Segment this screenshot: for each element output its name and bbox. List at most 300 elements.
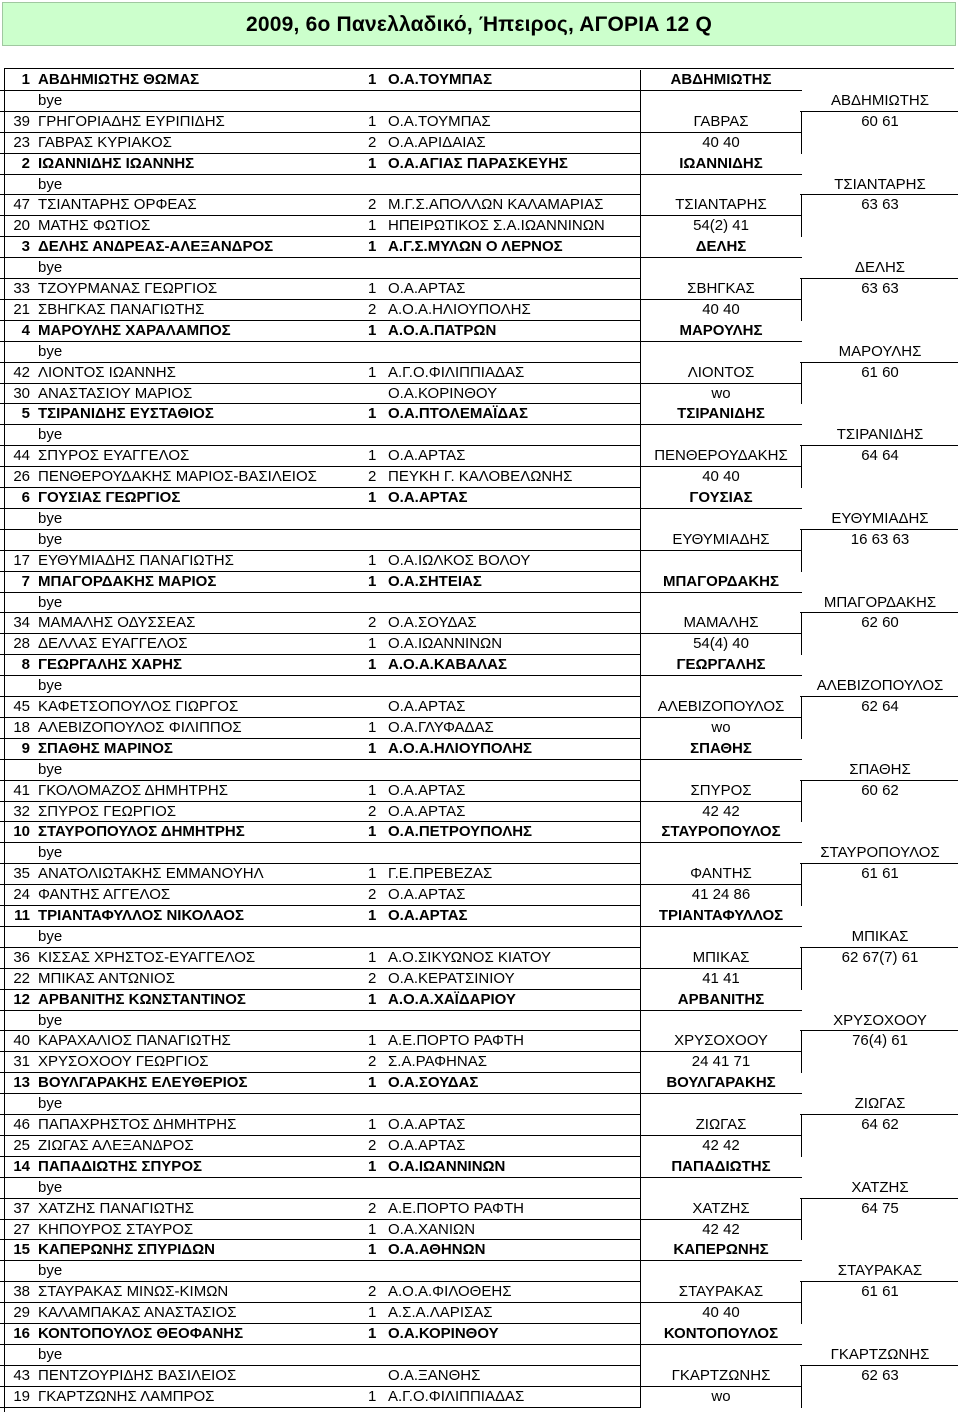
draw-row xyxy=(0,446,960,467)
player-name: ΓΟΥΣΙΑΣ ΓΕΩΡΓΙΟΣ xyxy=(38,489,181,506)
round1-result: ΣΠΥΡΟΣ xyxy=(690,781,752,799)
draw-row xyxy=(0,530,960,551)
club-name: Α.Ο.Α.ΚΑΒΑΛΑΣ xyxy=(388,656,508,674)
club-name: Μ.Γ.Σ.ΑΠΟΛΛΩΝ ΚΑΛΑΜΑΡΙΑΣ xyxy=(388,196,604,214)
draw-slot: 2 xyxy=(368,300,377,318)
seed-number: 3 xyxy=(21,238,30,256)
player-name: bye xyxy=(38,1262,63,1280)
draw-row xyxy=(0,613,960,634)
club-name: Α.Ο.Α.ΧΑΪΔΑΡΙΟΥ xyxy=(388,990,516,1008)
round1-result: 41 24 86 xyxy=(691,886,751,904)
bracket-connector xyxy=(801,530,802,572)
player-name: ΑΡΒΑΝΙΤΗΣ ΚΩΝΣΤΑΝΤΙΝΟΣ xyxy=(38,990,246,1008)
draw-row xyxy=(0,676,960,697)
seed-number: 28 xyxy=(13,635,30,653)
player-name: bye xyxy=(38,509,63,527)
club-name: Ο.Α.ΑΡΤΑΣ xyxy=(388,781,466,799)
draw-row xyxy=(0,1073,960,1094)
player-name: ΓΕΩΡΓΑΛΗΣ ΧΑΡΗΣ xyxy=(38,656,182,674)
draw-row xyxy=(0,363,960,384)
round1-result: ΑΒΔΗΜΙΩΤΗΣ xyxy=(670,71,772,88)
player-name: ΛΙΟΝΤΟΣ ΙΩΑΝΝΗΣ xyxy=(38,363,176,381)
draw-slot: 1 xyxy=(368,948,377,966)
club-name: Ο.Α.ΑΡΤΑΣ xyxy=(388,802,466,820)
club-name: Ο.Α.ΚΟΡΙΝΘΟΥ xyxy=(388,384,498,402)
bracket-connector xyxy=(801,1031,802,1073)
seed-number: 8 xyxy=(21,656,30,674)
bracket-connector xyxy=(801,195,802,237)
bracket-connector xyxy=(640,1324,641,1408)
round2-result: ΧΑΤΖΗΣ xyxy=(851,1178,909,1196)
round2-result: ΤΣΙΑΝΤΑΡΗΣ xyxy=(834,175,926,193)
round1-result: ΑΡΒΑΝΙΤΗΣ xyxy=(677,990,765,1008)
player-name: ΑΛΕΒΙΖΟΠΟΥΛΟΣ ΦΙΛΙΠΠΟΣ xyxy=(38,718,242,736)
player-name: bye xyxy=(38,844,63,862)
round2-result: ΣΤΑΥΡΟΠΟΥΛΟΣ xyxy=(820,844,940,862)
bracket-connector xyxy=(640,237,641,321)
round1-result: ΜΠΙΚΑΣ xyxy=(692,948,750,966)
player-name: ΔΕΛΗΣ ΑΝΔΡΕΑΣ-ΑΛΕΞΑΝΔΡΟΣ xyxy=(38,238,274,256)
player-name: ΠΕΝΤΖΟΥΡΙΔΗΣ ΒΑΣΙΛΕΙΟΣ xyxy=(38,1366,237,1384)
draw-slot: 1 xyxy=(368,990,377,1008)
round2-result: 60 62 xyxy=(861,781,899,799)
round1-result: wo xyxy=(711,1387,731,1405)
club-name: Ο.Α.ΤΟΥΜΠΑΣ xyxy=(388,71,493,88)
club-name: ΗΠΕΙΡΩΤΙΚΟΣ Σ.Α.ΙΩΑΝΝΙΝΩΝ xyxy=(388,217,605,235)
draw-slot: 2 xyxy=(368,196,377,214)
seed-number: 35 xyxy=(13,865,30,883)
draw-slot: 1 xyxy=(368,71,377,88)
player-name: ΑΒΔΗΜΙΩΤΗΣ ΘΩΜΑΣ xyxy=(38,71,200,88)
club-name: Ο.Α.ΑΡΙΔΑΙΑΣ xyxy=(388,133,486,151)
round2-result: ΧΡΥΣΟΧΟΟΥ xyxy=(833,1011,927,1029)
draw-row xyxy=(0,1094,960,1115)
seed-number: 29 xyxy=(13,1304,30,1322)
draw-row xyxy=(0,802,960,823)
seed-number: 23 xyxy=(13,133,30,151)
club-name: Ο.Α.ΑΡΤΑΣ xyxy=(388,280,466,297)
player-name: ΧΡΥΣΟΧΟΟΥ ΓΕΩΡΓΙΟΣ xyxy=(38,1053,209,1071)
bracket-connector xyxy=(640,404,641,488)
draw-row xyxy=(0,885,960,906)
player-name: ΓΡΗΓΟΡΙΑΔΗΣ ΕΥΡΙΠΙΔΗΣ xyxy=(38,112,225,130)
round1-result: ΖΙΩΓΑΣ xyxy=(695,1116,747,1133)
round2-result: ΣΠΑΘΗΣ xyxy=(849,760,911,778)
draw-row xyxy=(0,1052,960,1073)
club-name: Α.Ο.ΣΙΚΥΩΝΟΣ ΚΙΑΤΟΥ xyxy=(388,948,552,966)
player-name: bye xyxy=(38,1095,63,1113)
draw-slot: 1 xyxy=(368,1325,377,1342)
player-name: ΚΑΦΕΤΣΟΠΟΥΛΟΣ ΓΙΩΡΓΟΣ xyxy=(38,698,239,715)
draw-row xyxy=(0,1178,960,1199)
club-name: Ο.Α.ΙΩΑΝΝΙΝΩΝ xyxy=(388,1157,506,1175)
seed-number: 9 xyxy=(21,739,30,757)
player-name: bye xyxy=(38,91,63,109)
draw-slot: 1 xyxy=(368,489,377,506)
seed-number: 42 xyxy=(13,363,30,381)
round1-result: ΚΑΠΕΡΩΝΗΣ xyxy=(673,1241,769,1259)
seed-number: 45 xyxy=(13,698,30,715)
draw-slot: 1 xyxy=(368,907,377,924)
player-name: ΚΑΠΕΡΩΝΗΣ ΣΠΥΡΙΔΩΝ xyxy=(38,1241,216,1259)
club-name: Ο.Α.ΣΟΥΔΑΣ xyxy=(388,1074,479,1092)
player-name: ΤΡΙΑΝΤΑΦΥΛΛΟΣ ΝΙΚΟΛΑΟΣ xyxy=(38,907,244,924)
round2-result: ΔΕΛΗΣ xyxy=(854,259,906,277)
round2-result: 61 61 xyxy=(861,1283,899,1301)
player-name: ΚΑΛΑΜΠΑΚΑΣ ΑΝΑΣΤΑΣΙΟΣ xyxy=(38,1304,237,1322)
round1-result: 40 40 xyxy=(702,468,740,486)
club-name: Ο.Α.ΚΟΡΙΝΘΟΥ xyxy=(388,1325,499,1342)
draw-row xyxy=(0,488,960,509)
draw-row xyxy=(0,70,960,91)
seed-number: 26 xyxy=(13,468,30,486)
draw-slot: 1 xyxy=(368,823,377,841)
bracket-connector xyxy=(640,990,641,1074)
player-name: ΓΚΟΛΟΜΑΖΟΣ ΔΗΜΗΤΡΗΣ xyxy=(38,781,228,799)
draw-row xyxy=(0,300,960,321)
seed-number: 34 xyxy=(13,614,30,632)
club-name: Ο.Α.ΙΩΛΚΟΣ ΒΟΛΟΥ xyxy=(388,551,531,569)
draw-slot: 2 xyxy=(368,468,377,486)
draw-row xyxy=(0,1031,960,1052)
round1-result: 54(4) 40 xyxy=(693,635,749,653)
club-name: Α.Γ.Ο.ΦΙΛΙΠΠΙΑΔΑΣ xyxy=(388,1387,525,1405)
round1-result: ΣΤΑΥΡΑΚΑΣ xyxy=(678,1283,764,1301)
draw-slot: 1 xyxy=(368,865,377,883)
draw-row xyxy=(0,781,960,802)
player-name: ΤΣΙΑΝΤΑΡΗΣ ΟΡΦΕΑΣ xyxy=(38,196,197,214)
round2-result: ΖΙΩΓΑΣ xyxy=(854,1095,906,1113)
seed-number: 15 xyxy=(13,1241,30,1259)
club-name: Α.Ο.Α.ΗΛΙΟΥΠΟΛΗΣ xyxy=(388,300,531,318)
draw-row xyxy=(0,1011,960,1032)
club-name: Ο.Α.ΣΟΥΔΑΣ xyxy=(388,614,477,632)
player-name: bye xyxy=(38,677,63,695)
draw-slot: 2 xyxy=(368,802,377,820)
draw-slot: 1 xyxy=(368,1387,377,1405)
draw-row xyxy=(0,1324,960,1345)
draw-slot: 1 xyxy=(368,217,377,235)
bracket-connector xyxy=(801,1199,802,1241)
round2-result: 76(4) 61 xyxy=(852,1032,908,1050)
bracket-connector xyxy=(801,1115,802,1157)
draw-slot: 1 xyxy=(368,154,377,172)
draw-row xyxy=(0,1261,960,1282)
seed-number: 11 xyxy=(14,907,30,924)
club-name: Α.Ε.ΠΟΡΤΟ ΡΑΦΤΗ xyxy=(388,1032,525,1050)
seed-number: 39 xyxy=(13,112,30,130)
draw-slot: 1 xyxy=(368,405,377,423)
club-name: Α.Γ.Σ.ΜΥΛΩΝ Ο ΛΕΡΝΟΣ xyxy=(388,238,563,256)
player-name: bye xyxy=(38,760,63,778)
seed-number: 6 xyxy=(21,489,30,506)
seed-number: 17 xyxy=(13,551,30,569)
player-name: ΜΑΜΑΛΗΣ ΟΔΥΣΣΕΑΣ xyxy=(38,614,196,632)
round2-result: 64 62 xyxy=(861,1116,899,1133)
bracket-connector xyxy=(640,1240,641,1324)
bracket-connector xyxy=(640,154,641,238)
draw-slot: 1 xyxy=(368,238,377,256)
seed-number: 27 xyxy=(13,1220,30,1238)
player-name: ΜΠΑΓΟΡΔΑΚΗΣ ΜΑΡΙΟΣ xyxy=(38,572,217,590)
round2-result: 64 75 xyxy=(861,1199,899,1217)
draw-slot: 2 xyxy=(368,1283,377,1301)
round1-result: ΧΡΥΣΟΧΟΟΥ xyxy=(674,1032,768,1050)
player-name: bye xyxy=(38,530,63,548)
draw-slot: 2 xyxy=(368,886,377,904)
draw-row xyxy=(0,342,960,363)
draw-slot: 1 xyxy=(368,1157,377,1175)
draw-row xyxy=(0,1157,960,1178)
player-name: ΚΟΝΤΟΠΟΥΛΟΣ ΘΕΟΦΑΝΗΣ xyxy=(38,1325,244,1342)
round1-result: 40 40 xyxy=(702,1304,740,1322)
club-name: Γ.Ε.ΠΡΕΒΕΖΑΣ xyxy=(388,865,493,883)
round1-result: 40 40 xyxy=(702,300,740,318)
draw-row xyxy=(0,1240,960,1261)
player-name: ΑΝΑΤΟΛΙΩΤΑΚΗΣ ΕΜΜΑΝΟΥΗΛ xyxy=(38,865,264,883)
seed-number: 44 xyxy=(13,447,30,465)
seed-number: 7 xyxy=(21,572,30,590)
draw-slot: 1 xyxy=(368,718,377,736)
draw-slot: 2 xyxy=(368,969,377,987)
round1-result: ΣΤΑΥΡΟΠΟΥΛΟΣ xyxy=(661,823,781,841)
draw-row xyxy=(0,237,960,258)
draw-row xyxy=(0,551,960,572)
draw-slot: 1 xyxy=(368,635,377,653)
player-name: ΜΠΙΚΑΣ ΑΝΤΩΝΙΟΣ xyxy=(38,969,175,987)
seed-number: 30 xyxy=(13,384,30,402)
club-name: Ο.Α.ΧΑΝΙΩΝ xyxy=(388,1220,476,1238)
draw-slot: 1 xyxy=(368,1116,377,1133)
round2-result: 63 63 xyxy=(861,196,899,214)
draw-row xyxy=(0,404,960,425)
draw-slot: 1 xyxy=(368,112,377,130)
round2-result: ΜΑΡΟΥΛΗΣ xyxy=(838,342,922,360)
club-name: Ο.Α.ΑΡΤΑΣ xyxy=(388,447,466,465)
draw-row xyxy=(0,1136,960,1157)
round1-result: 24 41 71 xyxy=(691,1053,751,1071)
club-name: Σ.Α.ΡΑΦΗΝΑΣ xyxy=(388,1053,487,1071)
round2-result: 62 64 xyxy=(861,698,899,715)
round2-result: ΓΚΑΡΤΖΩΝΗΣ xyxy=(830,1345,930,1363)
player-name: ΣΠΥΡΟΣ ΓΕΩΡΓΙΟΣ xyxy=(38,802,177,820)
seed-number: 2 xyxy=(21,154,30,172)
seed-number: 21 xyxy=(13,300,30,318)
club-name: Ο.Α.ΑΓΙΑΣ ΠΑΡΑΣΚΕΥΗΣ xyxy=(388,154,568,172)
round1-result: ΜΑΜΑΛΗΣ xyxy=(683,614,759,632)
round1-result: wo xyxy=(711,718,731,736)
draw-row xyxy=(0,258,960,279)
draw-row xyxy=(0,216,960,237)
bracket-connector xyxy=(640,739,641,823)
seed-number: 33 xyxy=(13,280,30,297)
seed-number: 22 xyxy=(13,969,30,987)
round2-result: 61 60 xyxy=(861,363,899,381)
club-name: Α.Ε.ΠΟΡΤΟ ΡΑΦΤΗ xyxy=(388,1199,525,1217)
draw-row xyxy=(0,112,960,133)
round1-result: ΕΥΘΥΜΙΑΔΗΣ xyxy=(672,530,770,548)
draw-row xyxy=(0,572,960,593)
seed-number: 41 xyxy=(13,781,30,799)
draw-slot: 1 xyxy=(368,1032,377,1050)
club-name: Ο.Α.ΠΤΟΛΕΜΑΪΔΑΣ xyxy=(388,405,528,423)
club-name: Ο.Α.ΣΗΤΕΙΑΣ xyxy=(388,572,482,590)
seed-number: 31 xyxy=(13,1053,30,1071)
round1-result: ΠΕΝΘΕΡΟΥΔΑΚΗΣ xyxy=(654,447,788,465)
seed-number: 37 xyxy=(13,1199,30,1217)
draw-row xyxy=(0,655,960,676)
club-name: Α.Γ.Ο.ΦΙΛΙΠΠΙΑΔΑΣ xyxy=(388,363,525,381)
bracket-connector xyxy=(640,655,641,739)
bracket-connector xyxy=(801,112,802,154)
player-name: ΠΑΠΑΔΙΩΤΗΣ ΣΠΥΡΟΣ xyxy=(38,1157,202,1175)
player-name: ΣΤΑΥΡΑΚΑΣ ΜΙΝΩΣ-ΚΙΜΩΝ xyxy=(38,1283,229,1301)
draw-slot: 1 xyxy=(368,781,377,799)
round1-result: ΜΑΡΟΥΛΗΣ xyxy=(679,321,763,339)
round2-result: ΜΠΙΚΑΣ xyxy=(851,927,909,945)
player-name: ΤΖΟΥΡΜΑΝΑΣ ΓΕΩΡΓΙΟΣ xyxy=(38,280,218,297)
round1-result: ΤΡΙΑΝΤΑΦΥΛΛΟΣ xyxy=(658,907,784,924)
draw-row xyxy=(0,279,960,300)
draw-row xyxy=(0,906,960,927)
draw-row xyxy=(0,1366,960,1387)
draw-row xyxy=(0,321,960,342)
club-name: Ο.Α.ΞΑΝΘΗΣ xyxy=(388,1366,481,1384)
round2-result: 63 63 xyxy=(861,280,899,297)
player-name: ΑΝΑΣΤΑΣΙΟΥ ΜΑΡΙΟΣ xyxy=(38,384,193,402)
bracket-connector xyxy=(640,822,641,906)
bracket-connector xyxy=(640,321,641,405)
seed-number: 36 xyxy=(13,948,30,966)
player-name: bye xyxy=(38,927,63,945)
row-rule xyxy=(0,1407,640,1408)
draw-row xyxy=(0,384,960,405)
player-name: bye xyxy=(38,593,63,611)
round1-result: ΛΙΟΝΤΟΣ xyxy=(687,363,755,381)
round2-result: 64 64 xyxy=(861,447,899,465)
player-name: ΧΑΤΖΗΣ ΠΑΝΑΓΙΩΤΗΣ xyxy=(38,1199,195,1217)
bracket-connector xyxy=(801,1282,802,1324)
player-name: ΓΑΒΡΑΣ ΚΥΡΙΑΚΟΣ xyxy=(38,133,172,151)
round1-result: ΣΠΑΘΗΣ xyxy=(690,739,752,757)
round2-result: 62 63 xyxy=(861,1366,899,1384)
club-name: Ο.Α.ΓΛΥΦΑΔΑΣ xyxy=(388,718,494,736)
draw-row xyxy=(0,1387,960,1408)
round1-result: 40 40 xyxy=(702,133,740,151)
seed-number: 14 xyxy=(13,1157,30,1175)
draw-slot: 2 xyxy=(368,1053,377,1071)
draw-row xyxy=(0,91,960,112)
round1-result: 54(2) 41 xyxy=(693,217,749,235)
club-name: Ο.Α.ΤΟΥΜΠΑΣ xyxy=(388,112,491,130)
player-name: ΖΙΩΓΑΣ ΑΛΕΞΑΝΔΡΟΣ xyxy=(38,1136,194,1154)
club-name: Ο.Α.ΑΡΤΑΣ xyxy=(388,907,468,924)
round1-result: ΓΚΑΡΤΖΩΝΗΣ xyxy=(671,1366,771,1384)
seed-number: 43 xyxy=(13,1366,30,1384)
bracket-connector xyxy=(801,864,802,906)
bracket-connector xyxy=(801,613,802,655)
draw-row xyxy=(0,718,960,739)
bracket-connector xyxy=(640,1073,641,1157)
bracket-connector xyxy=(640,70,641,154)
bracket-connector xyxy=(801,363,802,405)
draw-slot: 2 xyxy=(368,614,377,632)
round2-result: ΤΣΙΡΑΝΙΔΗΣ xyxy=(836,426,924,444)
round2-result: ΜΠΑΓΟΡΔΑΚΗΣ xyxy=(823,593,937,611)
bracket-connector xyxy=(640,906,641,990)
draw-slot: 1 xyxy=(368,363,377,381)
round1-result: ΙΩΑΝΝΙΔΗΣ xyxy=(679,154,763,172)
round2-result: ΑΛΕΒΙΖΟΠΟΥΛΟΣ xyxy=(816,677,944,695)
round2-result: 60 61 xyxy=(861,112,899,130)
player-name: ΣΒΗΓΚΑΣ ΠΑΝΑΓΙΩΤΗΣ xyxy=(38,300,205,318)
seed-number: 38 xyxy=(13,1283,30,1301)
draw-slot: 2 xyxy=(368,1136,377,1154)
draw-row xyxy=(0,175,960,196)
draw-row xyxy=(0,1220,960,1241)
seed-number: 25 xyxy=(13,1136,30,1154)
round2-result: 61 61 xyxy=(861,865,899,883)
draw-slot: 1 xyxy=(368,321,377,339)
draw-row xyxy=(0,1199,960,1220)
seed-number: 32 xyxy=(13,802,30,820)
draw-slot: 1 xyxy=(368,1241,377,1259)
bracket-connector xyxy=(801,446,802,488)
seed-number: 4 xyxy=(21,321,30,339)
seed-number: 19 xyxy=(13,1387,30,1405)
seed-number: 46 xyxy=(13,1116,30,1133)
seed-number: 13 xyxy=(13,1074,30,1092)
bracket-connector xyxy=(801,697,802,739)
draw-row xyxy=(0,843,960,864)
draw-row xyxy=(0,1303,960,1324)
page-title: 2009, 6ο Πανελλαδικό, Ήπειρος, ΑΓΟΡΙΑ 12 Q xyxy=(246,13,712,36)
draw-row xyxy=(0,760,960,781)
player-name: bye xyxy=(38,1345,63,1363)
round1-result: ΒΟΥΛΓΑΡΑΚΗΣ xyxy=(666,1074,776,1092)
player-name: ΚΗΠΟΥΡΟΣ ΣΤΑΥΡΟΣ xyxy=(38,1220,194,1238)
draw-row xyxy=(0,634,960,655)
club-name: Ο.Α.ΠΕΤΡΟΥΠΟΛΗΣ xyxy=(388,823,533,841)
draw-row xyxy=(0,948,960,969)
draw-row xyxy=(0,467,960,488)
round2-result: 16 63 63 xyxy=(850,530,910,548)
club-name: Ο.Α.ΑΡΤΑΣ xyxy=(388,698,466,715)
round1-result: ΣΒΗΓΚΑΣ xyxy=(687,280,755,297)
draw-slot: 1 xyxy=(368,280,377,297)
seed-number: 18 xyxy=(13,718,30,736)
bracket-connector xyxy=(801,279,802,321)
club-name: Ο.Α.ΑΡΤΑΣ xyxy=(388,886,466,904)
draw-slot: 2 xyxy=(368,133,377,151)
draw-row xyxy=(0,927,960,948)
player-name: ΜΑΤΗΣ ΦΩΤΙΟΣ xyxy=(38,217,151,235)
player-name: ΚΙΣΣΑΣ ΧΡΗΣΤΟΣ-ΕΥΑΓΓΕΛΟΣ xyxy=(38,948,256,966)
seed-number: 16 xyxy=(13,1325,30,1342)
round1-result: ΓΑΒΡΑΣ xyxy=(693,112,749,130)
draw-row xyxy=(0,739,960,760)
club-name: Ο.Α.ΑΡΤΑΣ xyxy=(388,1116,466,1133)
draw-row xyxy=(0,864,960,885)
player-name: ΣΠΥΡΟΣ ΕΥΑΓΓΕΛΟΣ xyxy=(38,447,190,465)
bracket-connector xyxy=(801,948,802,990)
club-name: ΠΕΥΚΗ Γ. ΚΑΛΟΒΕΛΩΝΗΣ xyxy=(388,468,573,486)
seed-number: 1 xyxy=(21,71,30,88)
seed-number: 47 xyxy=(13,196,30,214)
player-name: ΕΥΘΥΜΙΑΔΗΣ ΠΑΝΑΓΙΩΤΗΣ xyxy=(38,551,234,569)
club-name: Α.Ο.Α.ΦΙΛΟΘΕΗΣ xyxy=(388,1283,512,1301)
player-name: ΣΤΑΥΡΟΠΟΥΛΟΣ ΔΗΜΗΤΡΗΣ xyxy=(38,823,245,841)
